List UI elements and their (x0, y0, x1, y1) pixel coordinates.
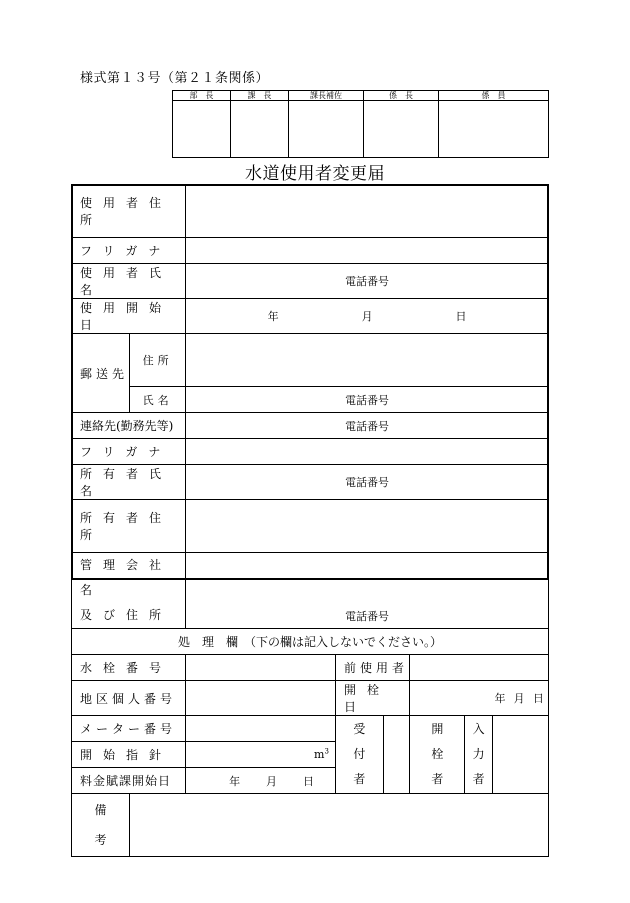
remarks-char-2: 考 (94, 833, 107, 847)
label-mailing-address: 住所 (130, 334, 186, 387)
label-meter-no: メーター番号 (72, 716, 186, 742)
date-year: 年 (229, 774, 241, 788)
date-month: 月 (513, 692, 525, 705)
stamp-receipt[interactable] (383, 716, 409, 794)
approval-col-kacho-hosa: 課長補佐 (289, 91, 364, 101)
label-contact: 連絡先(勤務先等) (72, 413, 186, 439)
inputter-char-3: 者 (472, 772, 485, 786)
field-owner-name[interactable] (186, 465, 549, 500)
mgmt-line-1: 管理会社名 (80, 558, 173, 597)
approval-stamp-table (172, 90, 549, 158)
field-start-reading[interactable] (186, 742, 336, 768)
receipt-char-1: 受 (353, 722, 366, 736)
label-prev-user: 前使用者 (335, 655, 409, 681)
stamp-box-kakaricho[interactable] (364, 101, 439, 158)
field-meter-plug-no[interactable] (186, 655, 336, 681)
field-mailing-address[interactable] (186, 334, 549, 387)
phone-label: 電話番号 (345, 610, 390, 623)
label-furigana: フリガナ (72, 238, 186, 264)
label-start-reading: 開始指針 (72, 742, 186, 768)
opener-char-3: 者 (431, 772, 444, 786)
receipt-char-2: 付 (353, 747, 366, 761)
field-billing-start[interactable] (186, 768, 336, 794)
date-year: 年 (494, 692, 506, 705)
approval-col-kakaricho: 係 長 (364, 91, 439, 101)
stamp-box-kacho-hosa[interactable] (289, 101, 364, 158)
label-mailing-name: 氏名 (130, 387, 186, 413)
date-day: 日 (532, 692, 544, 705)
mgmt-line-2: 及び住所 (80, 608, 173, 622)
field-owner-furigana[interactable] (186, 439, 549, 465)
stamp-box-bucho[interactable] (173, 101, 231, 158)
stamp-inputter[interactable] (492, 716, 548, 794)
field-district-no[interactable] (186, 681, 336, 716)
label-management-company (72, 553, 186, 629)
stamp-box-kacho[interactable] (231, 101, 289, 158)
field-mailing-name[interactable] (186, 387, 549, 413)
label-mailing: 郵送先 (72, 334, 130, 413)
label-receipt (335, 716, 383, 794)
field-meter-no[interactable] (186, 716, 336, 742)
phone-label: 電話番号 (345, 393, 390, 407)
opener-char-2: 栓 (431, 747, 444, 761)
label-opener (410, 716, 465, 794)
label-open-date: 開栓日 (335, 681, 409, 716)
phone-label: 電話番号 (345, 419, 390, 433)
field-furigana[interactable] (186, 238, 549, 264)
form-number: 様式第１３号（第２１条関係） (80, 71, 270, 86)
change-notice-form (71, 184, 549, 857)
field-owner-address[interactable] (186, 500, 549, 553)
label-start-date: 使用開始日 (72, 299, 186, 334)
remarks-char-1: 備 (94, 803, 107, 817)
label-user-name: 使用者氏名 (72, 264, 186, 299)
receipt-char-3: 者 (353, 772, 366, 786)
processing-header: 処 理 欄 （下の欄は記入しないでください。） (72, 629, 549, 655)
field-user-address[interactable] (186, 185, 549, 238)
label-owner-address: 所有者住所 (72, 500, 186, 553)
label-owner-furigana: フリガナ (72, 439, 186, 465)
field-contact[interactable] (186, 413, 549, 439)
unit-cubic-meter: $m^3$ (314, 747, 329, 762)
date-month: 月 (361, 310, 373, 323)
label-billing-start: 料金賦課開始日 (72, 768, 186, 794)
phone-label: 電話番号 (345, 476, 390, 489)
field-user-name[interactable] (186, 264, 549, 299)
label-owner-name: 所有者氏名 (72, 465, 186, 500)
date-day: 日 (455, 310, 467, 323)
label-meter-plug-no: 水栓番号 (72, 655, 186, 681)
approval-col-kacho: 課 長 (231, 91, 289, 101)
field-start-date[interactable] (186, 299, 549, 334)
label-user-address: 使用者住所 (72, 185, 186, 238)
approval-col-bucho: 部 長 (173, 91, 231, 101)
field-open-date[interactable] (410, 681, 549, 716)
date-day: 日 (302, 774, 314, 788)
field-management-company[interactable] (186, 553, 549, 629)
inputter-char-1: 入 (472, 722, 485, 736)
field-prev-user[interactable] (410, 655, 549, 681)
approval-col-kakariin: 係 員 (439, 91, 549, 101)
inputter-char-2: 力 (472, 747, 485, 761)
date-year: 年 (267, 310, 279, 323)
date-month: 月 (266, 774, 278, 788)
stamp-box-kakariin[interactable] (439, 101, 549, 158)
label-district-no: 地区個人番号 (72, 681, 186, 716)
label-inputter (465, 716, 493, 794)
phone-label: 電話番号 (345, 275, 390, 288)
label-remarks (72, 794, 130, 857)
form-title: 水道使用者変更届 (245, 164, 385, 184)
field-remarks[interactable] (130, 794, 549, 857)
opener-char-1: 開 (431, 722, 444, 736)
